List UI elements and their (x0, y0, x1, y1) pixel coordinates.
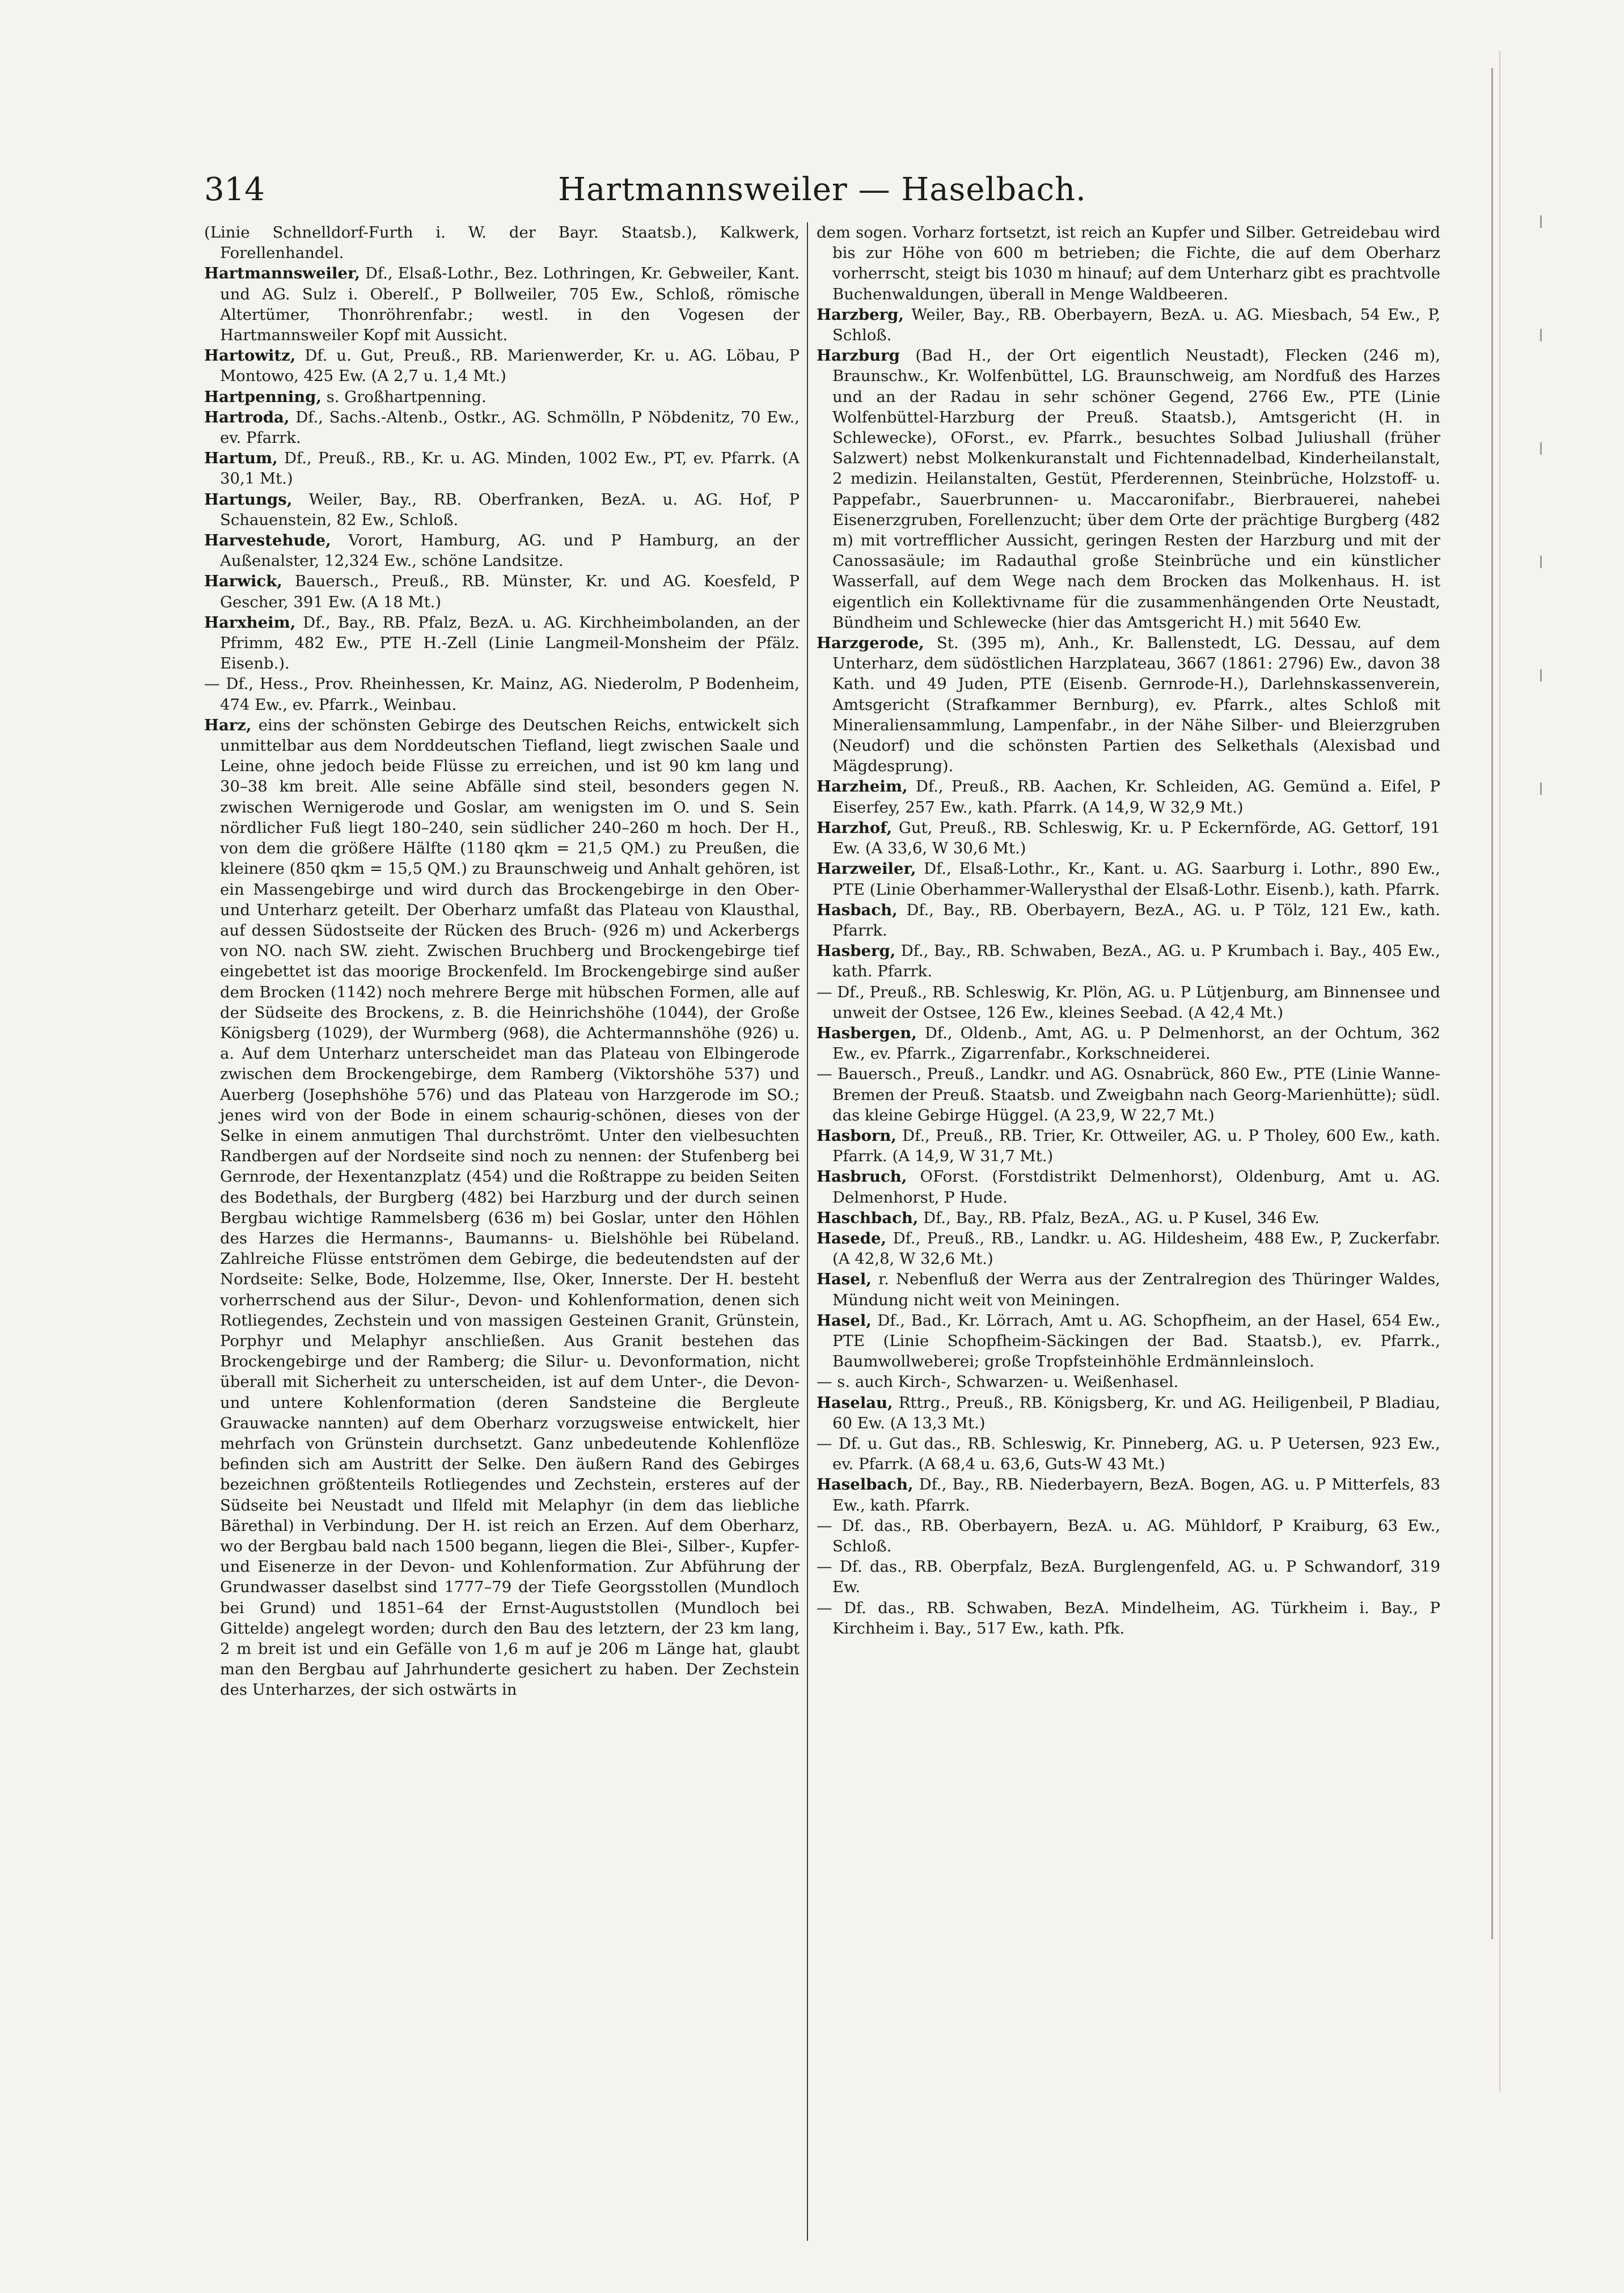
entry-headword: Hasberg, (817, 942, 896, 961)
entry-headword: Harz, (204, 716, 252, 734)
entry-text: — Df. das., RB. Oberbayern, BezA. u. AG. Mühldorf, P Kraiburg, 63 Ew., Schloß. (817, 1516, 1440, 1555)
entry-headword: Haselau, (817, 1393, 893, 1412)
entry-text: Df., Oldenb., Amt, AG. u. P Delmenhorst, an der Ochtum, 362 Ew., ev. Pfarrk., Zigarrenfabr., Korkschneiderei. (832, 1023, 1440, 1063)
dictionary-entry (204, 387, 800, 407)
entry-headword: Harzheim, (817, 777, 908, 796)
page-number: 314 (204, 171, 265, 208)
entry-headword: Hasborn, (817, 1126, 896, 1145)
dictionary-entry (817, 1474, 1440, 1515)
page-edge-line (1499, 51, 1500, 2092)
entry-text: St. (395 m), Anh., Kr. Ballenstedt, LG. Dessau, auf dem Unterharz, dem südöstlichen Harzplateau, 3667 (1861: 2796) Ew., davon 38 Kath. und 49 Juden, PTE (Eisenb. Gernrode-H.), Darlehnskassenverein, Amtsgericht (Strafkammer Bernburg), ev. Pfarrk., altes Schloß mit Mineraliensammlung, Lampenfabr., in der Nähe Silber- und Bleierzgruben (Neudorf) und die schönsten Partien des Selkethals (Alexisbad und Mägdesprung). (832, 634, 1440, 776)
dictionary-entry (204, 407, 800, 448)
dictionary-entry (817, 982, 1440, 1023)
page-edge-shadow (1491, 68, 1493, 1939)
right-column (817, 222, 1440, 2241)
entry-text: — Df. u. Gut das., RB. Schleswig, Kr. Pinneberg, AG. u. P Uetersen, 923 Ew., ev. Pfarrk. (A 68,4 u. 63,6, Guts-W 43 Mt.) (817, 1434, 1440, 1474)
dictionary-entry (204, 674, 800, 714)
entry-headword: Hasel, (817, 1270, 872, 1289)
dictionary-entry (204, 612, 800, 674)
entry-headword: Harzgerode, (817, 634, 924, 653)
entry-headword: Hartum, (204, 449, 278, 468)
dictionary-entry (817, 345, 1440, 633)
entry-text: Df., Bay., RB. Niederbayern, BezA. Bogen, AG. u. P Mitterfels, 83 Ew., kath. Pfarrk. (832, 1475, 1440, 1514)
dictionary-entry (817, 1310, 1440, 1372)
dictionary-entry (817, 1556, 1440, 1597)
dictionary-entry (817, 222, 1440, 304)
entry-text: Weiler, Bay., RB. Oberfranken, BezA. u. AG. Hof, P Schauenstein, 82 Ew., Schloß. (220, 490, 800, 529)
bleed-mark (1540, 329, 1550, 341)
entry-headword: Hasbergen, (817, 1023, 917, 1042)
bleed-mark (1540, 442, 1550, 455)
text-columns (204, 222, 1440, 2241)
entry-text: — s. auch Kirch-, Schwarzen- u. Weißenhasel. (817, 1373, 1179, 1391)
entry-text: Gut, Preuß., RB. Schleswig, Kr. u. P Eckernförde, AG. Gettorf, 191 Ew. (A 33,6, W 30,6 Mt.) (832, 818, 1440, 858)
bleed-mark (1540, 215, 1550, 228)
entry-headword: Hartroda, (204, 408, 290, 426)
dictionary-entry (817, 1208, 1440, 1228)
dictionary-entry (817, 1393, 1440, 1433)
bleed-mark (1540, 669, 1550, 682)
entry-headword: Hasbruch, (817, 1167, 907, 1186)
entry-headword: Hasel, (817, 1311, 872, 1330)
dictionary-entry (817, 1023, 1440, 1064)
entry-headword: Hartpenning, (204, 387, 322, 406)
entry-text: Df., Bad., Kr. Lörrach, Amt u. AG. Schopfheim, an der Hasel, 654 Ew., PTE (Linie Schopfheim-Säckingen der Bad. Staatsb.), ev. Pfarrk., Baumwollweberei; große Tropfsteinhöhle Erdmännleinsloch. (832, 1311, 1440, 1371)
bleed-through-marks (1540, 215, 1563, 896)
entry-headword: Hasbach, (817, 900, 898, 919)
entry-text: Df., Sachs.-Altenb., Ostkr., AG. Schmölln, P Nöbdenitz, 70 Ew., ev. Pfarrk. (220, 408, 800, 447)
entry-text: (Bad H., der Ort eigentlich Neustadt), Flecken (246 m), Braunschw., Kr. Wolfenbüttel, LG. Braunschweig, am Nordfuß des Harzes und an der Radau in sehr schöner Gegend, 2766 Ew., PTE (Linie Wolfenbüttel-Harzburg der Preuß. Staatsb.), Amtsgericht (H. in Schlewecke), OForst., ev. Pfarrk., besuchtes Solbad Juliushall (früher Salzwert) nebst Molkenkuranstalt und Fichtennadelbad, Kinderheilanstalt, 2 medizin. Heilanstalten, Gestüt, Pferderennen, Steinbrüche, Holzstoff- u. Pappefabr., Sauerbrunnen- u. Maccaronifabr., Bierbrauerei, nahebei Eisenerzgruben, Forellenzucht; über dem Orte der prächtige Burgberg (482 m) mit vortrefflicher Aussicht, geringen Resten der Harzburg und mit der Canossasäule; im Radauthal große Steinbrüche und ein künstlicher Wasserfall, auf dem Wege nach dem Brocken das Molkenhaus. H. ist eigentlich ein Kollektivname für die zusammenhängenden Orte Neustadt, Bündheim und Schlewecke (hier das Amtsgericht H.) mit 5640 Ew. (832, 346, 1440, 632)
entry-text: OForst. (Forstdistrikt Delmenhorst), Oldenburg, Amt u. AG. Delmenhorst, P Hude. (832, 1167, 1440, 1207)
entry-text: — Df. das., RB. Oberpfalz, BezA. Burglengenfeld, AG. u. P Schwandorf, 319 Ew. (817, 1558, 1440, 1597)
dictionary-entry (817, 1126, 1440, 1166)
dictionary-entry (817, 1228, 1440, 1269)
entry-headword: Harzberg, (817, 305, 904, 324)
column-divider (807, 222, 808, 2241)
dictionary-entry (817, 858, 1440, 899)
entry-headword: Harvestehude, (204, 531, 331, 550)
entry-text: — Bauersch., Preuß., Landkr. und AG. Osnabrück, 860 Ew., PTE (Linie Wanne-Bremen der Preuß. Staatsb. und Zweigbahn nach Georg-Marienhütte); südl. das kleine Gebirge Hüggel. (A 23,9, W 22,7 Mt.) (817, 1065, 1440, 1124)
dictionary-entry (204, 345, 800, 386)
entry-text: Df., Elsaß-Lothr., Kr., Kant. u. AG. Saarburg i. Lothr., 890 Ew., PTE (Linie Oberhammer-Wallerysthal der Elsaß-Lothr. Eisenb.), kath. Pfarrk. (832, 860, 1440, 899)
entry-headword: Haschbach, (817, 1208, 919, 1227)
entry-text: Rttrg., Preuß., RB. Königsberg, Kr. und AG. Heiligenbeil, P Bladiau, 60 Ew. (A 13,3 Mt.) (832, 1393, 1440, 1432)
running-head: Hartmannsweiler — Haselbach. (558, 171, 1086, 208)
dictionary-entry (817, 304, 1440, 345)
entry-text: Df., Preuß., RB. Trier, Kr. Ottweiler, AG. u. P Tholey, 600 Ew., kath. Pfarrk. (A 14,9, W 31,7 Mt.) (832, 1126, 1440, 1166)
entry-headword: Hartungs, (204, 490, 293, 509)
left-column (204, 222, 800, 2241)
dictionary-entry (204, 263, 800, 345)
entry-headword: Harzburg (817, 346, 900, 365)
dictionary-entry (817, 1372, 1440, 1392)
entry-headword: Hartmannsweiler, (204, 264, 360, 283)
entry-text: dem sogen. Vorharz fortsetzt, ist reich an Kupfer und Silber. Getreidebau wird bis zur Höhe von 600 m betrieben; die Fichte, die auf dem Oberharz vorherrscht, steigt bis 1030 m hinauf; auf dem Unterharz gibt es prachtvolle Buchenwaldungen, überall in Menge Waldbeeren. (817, 223, 1440, 303)
entry-text: — Df., Hess., Prov. Rheinhessen, Kr. Mainz, AG. Niederolm, P Bodenheim, 474 Ew., ev. Pfarrk., Weinbau. (204, 675, 800, 714)
dictionary-entry (817, 1598, 1440, 1639)
entry-headword: Hasede, (817, 1229, 887, 1247)
entry-text: r. Nebenfluß der Werra aus der Zentralregion des Thüringer Waldes, Mündung nicht weit von Meiningen. (832, 1270, 1440, 1309)
entry-text: Df., Preuß., RB., Kr. u. AG. Minden, 1002 Ew., PT, ev. Pfarrk. (A 30,1 Mt.) (220, 449, 800, 488)
dictionary-entry (817, 633, 1440, 776)
entry-headword: Hartowitz, (204, 346, 296, 365)
entry-headword: Haselbach, (817, 1475, 914, 1494)
entry-text: Df. u. Gut, Preuß., RB. Marienwerder, Kr. u. AG. Löbau, P Montowo, 425 Ew. (A 2,7 u. 1,4 Mt.) (220, 346, 800, 386)
entry-text: Df., Bay., RB. Pfalz, BezA. u. AG. Kirchheimbolanden, an der Pfrimm, 482 Ew., PTE H.-Zell (Linie Langmeil-Monsheim der Pfälz. Eisenb.). (220, 613, 800, 673)
bleed-mark (1540, 782, 1550, 795)
dictionary-entry (817, 1516, 1440, 1556)
entry-text: Df., Preuß., RB. Aachen, Kr. Schleiden, AG. Gemünd a. Eifel, P Eiserfey, 257 Ew., kath. Pfarrk. (A 14,9, W 32,9 Mt.) (832, 777, 1440, 816)
dictionary-entry (204, 715, 800, 1700)
entry-headword: Harzweiler, (817, 860, 916, 878)
dictionary-entry (204, 222, 800, 263)
dictionary-entry (817, 1166, 1440, 1207)
dictionary-entry (817, 776, 1440, 817)
entry-text: Df., Bay., RB. Oberbayern, BezA., AG. u. P Tölz, 121 Ew., kath. Pfarrk. (832, 900, 1440, 940)
dictionary-entry (817, 1269, 1440, 1310)
dictionary-entry (204, 571, 800, 612)
entry-text: eins der schönsten Gebirge des Deutschen Reichs, entwickelt sich unmittelbar aus dem Norddeutschen Tiefland, liegt zwischen Saale und Leine, ohne jedoch beide Flüsse zu erreichen, und ist 90 km lang und 30–38 km breit. Alle seine Abfälle sind steil, besonders gegen N. zwischen Wernigerode und Goslar, am wenigsten im O. und S. Sein nördlicher Fuß liegt 180–240, sein südlicher 240–260 m hoch. Der H., von dem die größere Hälfte (1180 qkm = 21,5 QM.) zu Preußen, die kleinere (850 qkm = 15,5 QM.) zu Braunschweig und Anhalt gehören, ist ein Massengebirge und wird durch das Brockengebirge in den Ober- und Unterharz geteilt. Der Oberharz umfaßt das Plateau von Klausthal, auf dessen Südostseite der Rücken des Bruch- (926 m) und Ackerbergs von NO. nach SW. zieht. Zwischen Bruchberg und Brockengebirge tief eingebettet ist das moorige Brockenfeld. Im Brockengebirge sind außer dem Brocken (1142) noch mehrere Berge mit hübschen Formen, alle auf der Südseite des Brockens, z. B. die Heinrichshöhe (1044), der Große Königsberg (1029), der Wurmberg (968), die Achtermannshöhe (926) u. a. Auf dem Unterharz unterscheidet man das Plateau von Elbingerode zwischen dem Brockengebirge, dem Ramberg (Viktorshöhe 537) und Auerberg (Josephshöhe 576) und das Plateau von Harzgerode im SO.; jenes wird von der Bode in einem schaurig-schönen, dieses von der Selke in einem anmutigen Thal durchströmt. Unter den vielbesuchten Randbergen auf der Nordseite sind noch zu nennen: der Stufenberg bei Gernrode, der Hexentanzplatz (454) und die Roßtrappe zu beiden Seiten des Bodethals, der Burgberg (482) bei Harzburg und der durch seinen Bergbau wichtige Rammelsberg (636 m) bei Goslar, unter den Höhlen des Harzes die Hermanns-, Baumanns- u. Bielshöhle bei Rübeland. Zahlreiche Flüsse entströmen dem Gebirge, die bedeutendsten auf der Nordseite: Selke, Bode, Holzemme, Ilse, Oker, Innerste. Der H. besteht vorherrschend aus der Silur-, Devon- und Kohlenformation, denen sich Rotliegendes, Zechstein und von massigen Gesteinen Granit, Grünstein, Porphyr und Melaphyr anschließen. Aus Granit bestehen das Brockengebirge und der Ramberg; die Silur- u. Devonformation, nicht überall mit Sicherheit zu unterscheiden, ist auf dem Unter-, die Devon- und untere Kohlenformation (deren Sandsteine die Bergleute Grauwacke nannten) auf dem Oberharz vorzugsweise entwickelt, hier mehrfach von Grünstein durchsetzt. Ganz unbedeutende Kohlenflöze befinden sich am Austritt der Selke. Den äußern Rand des Gebirges bezeichnen größtenteils Rotliegendes und Zechstein, ersteres auf der Südseite bei Neustadt und Ilfeld mit Melaphyr (in dem das liebliche Bärethal) in Verbindung. Der H. ist reich an Erzen. Auf dem Oberharz, wo der Bergbau bald nach 1500 begann, liegen die Blei-, Silber-, Kupfer- und Eisenerze in der Devon- und Kohlenformation. Zur Abführung der Grundwasser daselbst sind 1777–79 der Tiefe Georgsstollen (Mundloch bei Grund) und 1851–64 der Ernst-Auguststollen (Mundloch bei Gittelde) angelegt worden; durch den Bau des letztern, der 23 km lang, 2 m breit ist und ein Gefälle von 1,6 m auf je 206 m Länge hat, glaubt man den Bergbau auf Jahrhunderte gesichert zu haben. Der Zechstein des Unterharzes, der sich ostwärts in (220, 716, 800, 1699)
entry-text: Df., Bay., RB. Schwaben, BezA., AG. u. P Krumbach i. Bay., 405 Ew., kath. Pfarrk. (832, 942, 1440, 981)
dictionary-entry (817, 900, 1440, 941)
entry-text: Bauersch., Preuß., RB. Münster, Kr. und AG. Koesfeld, P Gescher, 391 Ew. (A 18 Mt.) (220, 572, 800, 611)
entry-text: Vorort, Hamburg, AG. und P Hamburg, an der Außenalster, 12,324 Ew., schöne Landsitze. (220, 531, 800, 570)
entry-text: Df., Bay., RB. Pfalz, BezA., AG. u. P Kusel, 346 Ew. (918, 1208, 1320, 1227)
entry-text: Df., Elsaß-Lothr., Bez. Lothringen, Kr. Gebweiler, Kant. und AG. Sulz i. Oberelſ., P Bollweiler, 705 Ew., Schloß, römische Altertümer, Thonröhrenfabr.; westl. in den Vogesen der Hartmannsweiler Kopf mit Aussicht. (220, 264, 800, 345)
bleed-mark (1540, 556, 1550, 568)
dictionary-entry (204, 530, 800, 571)
entry-text: — Df. das., RB. Schwaben, BezA. Mindelheim, AG. Türkheim i. Bay., P Kirchheim i. Bay., 517 Ew., kath. Pfk. (817, 1598, 1440, 1638)
page-header (204, 170, 1440, 215)
entry-text: Weiler, Bay., RB. Oberbayern, BezA. u. AG. Miesbach, 54 Ew., P, Schloß. (832, 305, 1440, 345)
dictionary-entry (817, 1064, 1440, 1126)
dictionary-entry (817, 818, 1440, 858)
entry-text: Df., Preuß., RB., Landkr. u. AG. Hildesheim, 488 Ew., P, Zuckerfabr. (A 42,8, W 32,6 Mt.) (832, 1229, 1440, 1268)
entry-text: (Linie Schnelldorf-Furth i. W. der Bayr. Staatsb.), Kalkwerk, Forellenhandel. (204, 223, 800, 263)
entry-text: s. Großhartpenning. (321, 387, 487, 406)
entry-headword: Harzhof, (817, 818, 893, 837)
dictionary-entry (204, 448, 800, 489)
entry-text: — Df., Preuß., RB. Schleswig, Kr. Plön, AG. u. P Lütjenburg, am Binnensee und unweit der Ostsee, 126 Ew., kleines Seebad. (A 42,4 Mt.) (817, 983, 1440, 1022)
dictionary-entry (204, 489, 800, 530)
dictionary-entry (817, 941, 1440, 981)
entry-headword: Harxheim, (204, 613, 296, 632)
entry-headword: Harwick, (204, 572, 282, 591)
dictionary-entry (817, 1433, 1440, 1474)
